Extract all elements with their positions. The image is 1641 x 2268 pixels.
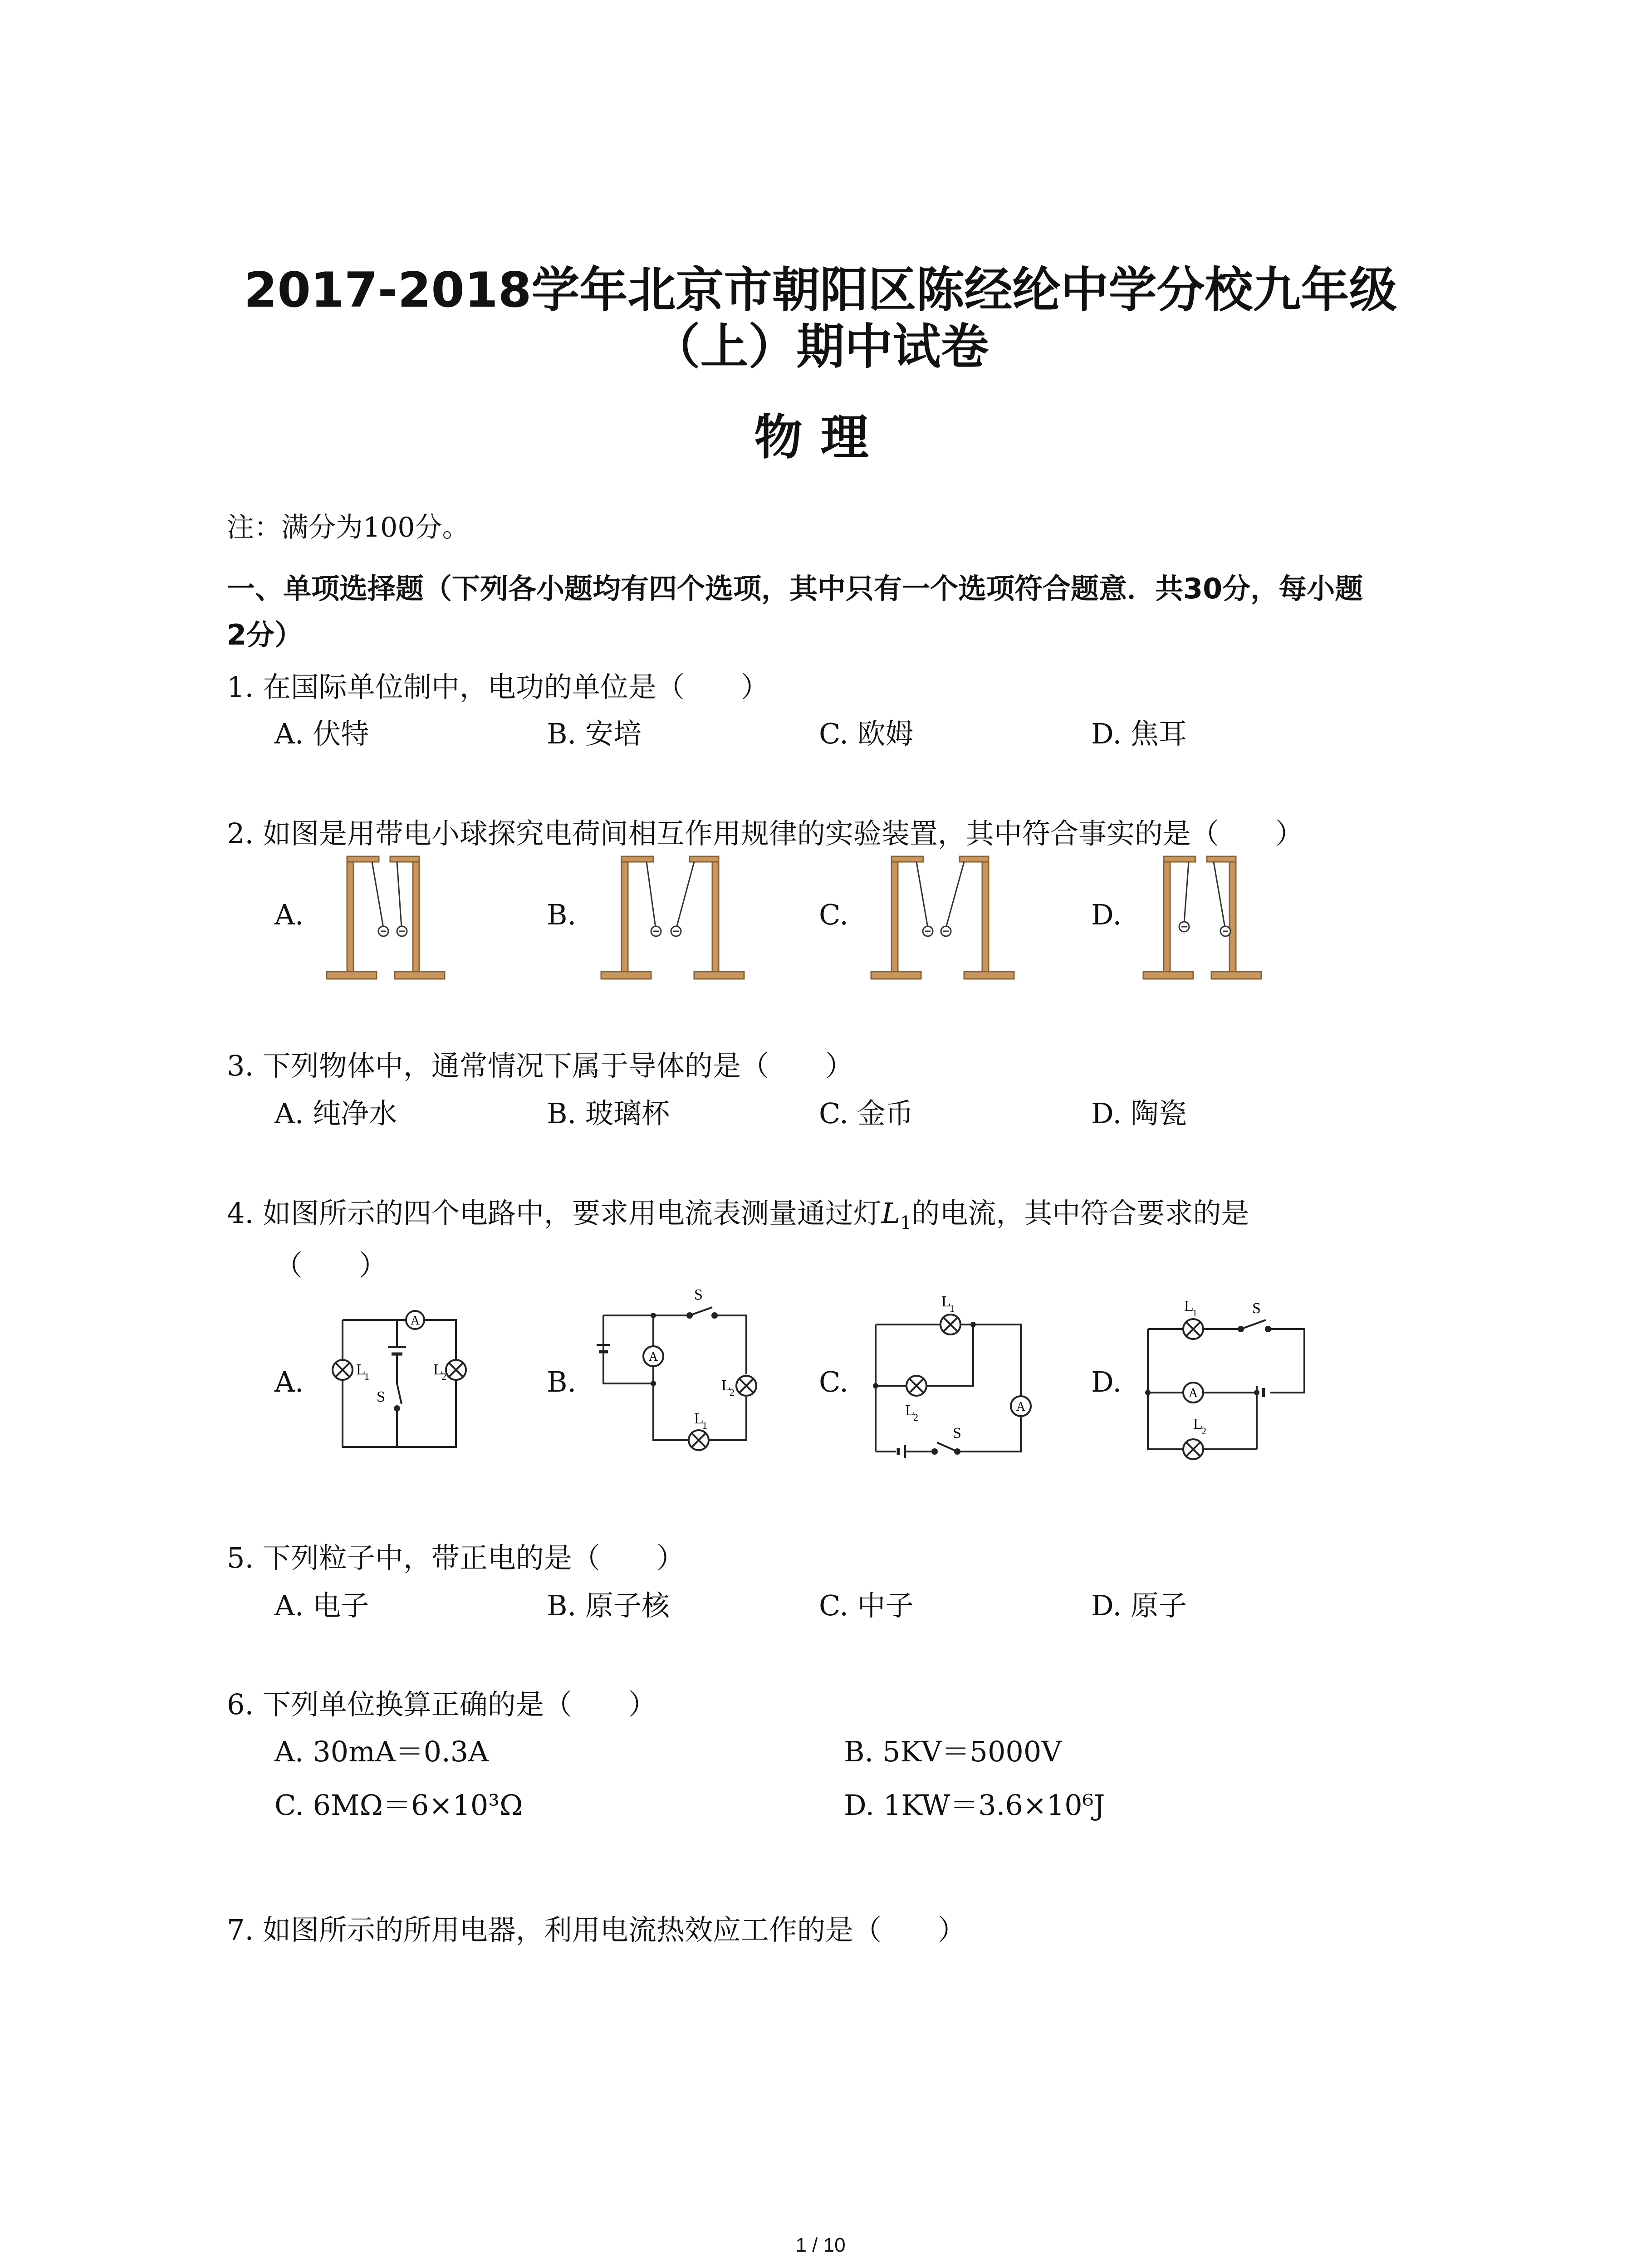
- q1-option-b: B. 安培: [547, 717, 642, 750]
- q4b-lamp2-sub: 2: [730, 1387, 735, 1398]
- q4d-switch-label: S: [1252, 1300, 1261, 1317]
- q4a-lamp2-label: L: [433, 1361, 443, 1378]
- q4b-switch-label: S: [694, 1286, 703, 1303]
- q4-circuit-d: [1134, 1284, 1316, 1474]
- q2-figure-d: [1139, 853, 1293, 989]
- score-note: 注：满分为100分。: [227, 512, 470, 543]
- q4-stem-part1: 4. 如图所示的四个电路中，要求用电流表测量通过灯: [227, 1197, 882, 1230]
- q3-option-b: B. 玻璃杯: [547, 1097, 670, 1130]
- question-4-answer-blank: （ ）: [274, 1249, 387, 1282]
- q4b-ammeter-label: A: [648, 1350, 658, 1364]
- question-2-stem: 2. 如图是用带电小球探究电荷间相互作用规律的实验装置，其中符合事实的是（ ）: [227, 817, 1303, 850]
- paper-title-line2: （上）期中试卷: [652, 319, 989, 375]
- q4c-ammeter-label: A: [1016, 1400, 1026, 1414]
- q3-option-d: D. 陶瓷: [1091, 1097, 1187, 1130]
- q4c-lamp1-label: L: [941, 1293, 951, 1310]
- q4a-ammeter-label: A: [410, 1314, 420, 1328]
- q4-option-c: C.: [819, 1365, 848, 1398]
- q4a-lamp2-sub: 2: [441, 1371, 446, 1382]
- q4-option-d: D.: [1091, 1365, 1122, 1398]
- q1-option-d: D. 焦耳: [1091, 717, 1187, 750]
- q6-option-c: C. 6MΩ＝6×10³Ω: [274, 1789, 523, 1822]
- question-6-stem: 6. 下列单位换算正确的是（ ）: [227, 1688, 656, 1721]
- q4d-lamp2-label: L: [1193, 1416, 1203, 1432]
- q5-option-a: A. 电子: [274, 1589, 369, 1622]
- q4a-lamp1-sub: 1: [364, 1371, 369, 1382]
- q4d-lamp1-label: L: [1184, 1298, 1194, 1315]
- q6-option-a: A. 30mA＝0.3A: [274, 1735, 489, 1768]
- q1-option-a: A. 伏特: [274, 717, 369, 750]
- q4c-lamp2-sub: 2: [913, 1412, 918, 1423]
- q6-option-b: B. 5KV＝5000V: [844, 1735, 1062, 1768]
- q2-figure-b: [597, 853, 751, 989]
- q3-option-a: A. 纯净水: [274, 1097, 397, 1130]
- question-4-stem: [227, 1191, 1249, 1233]
- q5-option-d: D. 原子: [1091, 1589, 1187, 1622]
- q2-option-c: C.: [819, 898, 848, 931]
- q4b-lamp2-label: L: [721, 1377, 731, 1394]
- q4-stem-symbol: L: [881, 1197, 901, 1230]
- question-7-stem: 7. 如图所示的所用电器，利用电流热效应工作的是（ ）: [227, 1913, 966, 1946]
- q4d-ammeter-label: A: [1188, 1386, 1198, 1400]
- q2-figure-c: [867, 853, 1021, 989]
- q4-circuit-b: [590, 1279, 762, 1461]
- q5-option-c: C. 中子: [819, 1589, 914, 1622]
- q4a-switch-label: S: [377, 1388, 385, 1405]
- q4-stem-subscript: 1: [900, 1212, 912, 1234]
- q4-circuit-c: [862, 1284, 1034, 1470]
- q4-stem-part2: 的电流，其中符合要求的是: [911, 1197, 1249, 1230]
- q2-option-a: A.: [274, 898, 304, 931]
- question-3-stem: 3. 下列物体中，通常情况下属于导体的是（ ）: [227, 1049, 853, 1082]
- section-heading-line2: 2分）: [227, 618, 303, 651]
- q4c-lamp1-sub: 1: [950, 1303, 955, 1314]
- q4d-lamp2-sub: 2: [1201, 1425, 1206, 1437]
- q4b-lamp1-sub: 1: [702, 1420, 707, 1431]
- q5-option-b: B. 原子核: [547, 1589, 670, 1622]
- q4c-switch-label: S: [953, 1425, 961, 1442]
- q2-option-b: B.: [547, 898, 577, 931]
- question-1-stem: 1. 在国际单位制中，电功的单位是（ ）: [227, 670, 769, 704]
- question-5-stem: 5. 下列粒子中，带正电的是（ ）: [227, 1541, 685, 1574]
- q3-option-c: C. 金币: [819, 1097, 914, 1130]
- q1-option-c: C. 欧姆: [819, 717, 914, 750]
- paper-title-line1: 2017-2018学年北京市朝阳区陈经纶中学分校九年级: [244, 262, 1397, 318]
- q2-figure-a: [322, 853, 476, 989]
- q4a-lamp1-label: L: [356, 1361, 366, 1378]
- q4b-lamp1-label: L: [694, 1410, 704, 1427]
- q4c-lamp2-label: L: [905, 1402, 915, 1419]
- section-heading-line1: 一、单项选择题（下列各小题均有四个选项，其中只有一个选项符合题意．共30分，每小题: [227, 572, 1363, 605]
- q4d-lamp1-sub: 1: [1192, 1307, 1197, 1319]
- q6-option-d: D. 1KW＝3.6×10⁶J: [844, 1789, 1105, 1822]
- q2-option-d: D.: [1091, 898, 1122, 931]
- q4-option-a: A.: [274, 1365, 304, 1398]
- q4-circuit-a: [320, 1293, 470, 1461]
- q4-option-b: B.: [547, 1365, 577, 1398]
- subject-title: 物理: [754, 410, 887, 465]
- page-number: 1 / 10: [795, 2234, 846, 2256]
